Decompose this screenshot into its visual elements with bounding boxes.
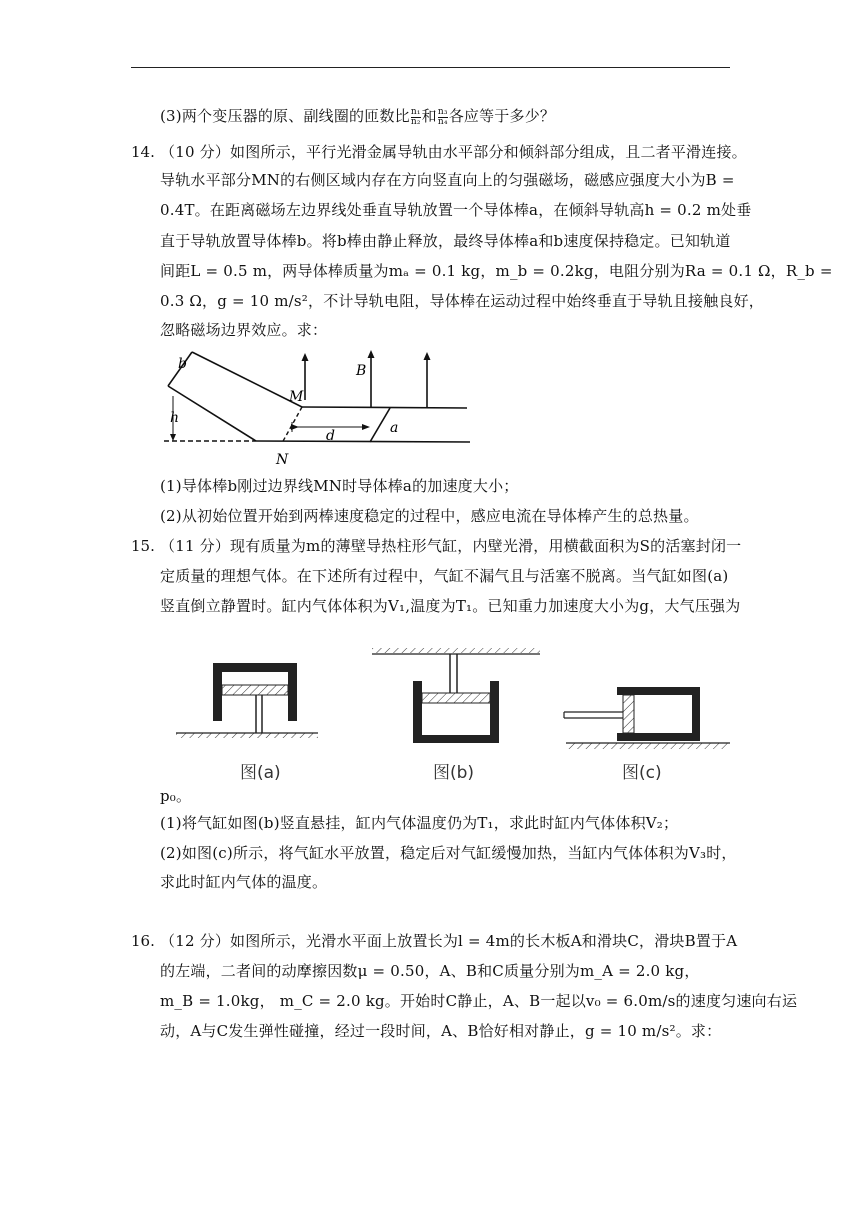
q15-line-1: （11 分）现有质量为m的薄壁导热柱形气缸，内壁光滑，用横截面积为S的活塞封闭一	[160, 537, 742, 555]
frac-numerator: n₁	[410, 106, 421, 117]
label-b: b	[178, 356, 187, 372]
q15-part-1: (1)将气缸如图(b)竖直悬挂，缸内气体温度仍为T₁，求此时缸内气体体积V₂；	[160, 814, 679, 832]
q15-line-3: 竖直倒立静置时。缸内气体体积为V₁,温度为T₁。已知重力加速度大小为g，大气压强为	[160, 597, 741, 615]
q14-line-4: 直于导轨放置导体棒b。将b棒由静止释放，最终导体棒a和b速度保持稳定。已知轨道	[160, 232, 731, 250]
label-M: M	[289, 389, 304, 405]
q16-line-2: 的左端，二者间的动摩擦因数μ = 0.50，A、B和C质量分别为m_A = 2.0 kg，	[160, 962, 700, 980]
label-N: N	[276, 452, 289, 468]
frac-numerator: n₃	[437, 106, 448, 117]
q14-line-7: 忽略磁场边界效应。求：	[160, 321, 328, 339]
q13-part3	[160, 106, 555, 127]
q13-part3-text-post: 各应等于多少？	[448, 107, 556, 125]
q14-rail-figure	[160, 350, 480, 470]
caption-figure-a: 图(a)	[240, 763, 281, 783]
q13-part3-text-pre: (3)两个变压器的原、副线圈的匝数比	[160, 107, 410, 125]
q15-part-2: (2)如图(c)所示，将气缸水平放置，稳定后对气缸缓慢加热，当缸内气体体积为V₃时，	[160, 844, 737, 862]
frac-denominator: n₄	[437, 116, 448, 127]
label-B: B	[356, 363, 367, 379]
q14-line-3: 0.4T。在距离磁场左边界线处垂直导轨放置一个导体棒a，在倾斜导轨高h = 0.2 m处垂	[160, 201, 752, 219]
ratio-n1-n2	[411, 108, 421, 127]
label-h: h	[170, 410, 180, 426]
q16-line-3: m_B = 1.0kg， m_C = 2.0 kg。开始时C静止，A、B一起以v₀ = 6.0m/s的速度匀速向右运	[160, 992, 798, 1010]
q15-number: 15.	[131, 537, 155, 555]
ratio-n3-n4	[438, 108, 448, 127]
q14-line-1: （10 分）如图所示，平行光滑金属导轨由水平部分和倾斜部分组成，且二者平滑连接。	[160, 143, 747, 161]
header-rule	[131, 67, 730, 68]
figure-c	[564, 687, 730, 749]
q14-number: 14.	[131, 143, 155, 161]
q15-part-2-cont: 求此时缸内气体的温度。	[160, 873, 328, 891]
q16-line-1: （12 分）如图所示，光滑水平面上放置长为l = 4m的长木板A和滑块C，滑块B置于A	[160, 932, 738, 950]
q14-part-2: (2)从初始位置开始到两棒速度稳定的过程中，感应电流在导体棒产生的总热量。	[160, 507, 699, 525]
figure-a	[176, 663, 318, 738]
q14-part-1: (1)导体棒b刚过边界线MN时导体棒a的加速度大小；	[160, 477, 519, 495]
caption-figure-c: 图(c)	[622, 763, 662, 783]
frac-denominator: n₂	[410, 116, 421, 127]
q16-number: 16.	[131, 932, 155, 950]
label-d: d	[326, 428, 335, 444]
label-a: a	[390, 420, 399, 436]
q14-line-2: 导轨水平部分MN的右侧区域内存在方向竖直向上的匀强磁场，磁感应强度大小为B =	[160, 171, 735, 189]
q15-after-figure: p₀。	[160, 787, 192, 805]
figure-b	[372, 648, 540, 743]
q14-line-6: 0.3 Ω，g = 10 m/s²，不计导轨电阻，导体棒在运动过程中始终垂直于导轨且接触良好，	[160, 292, 765, 310]
q16-line-4: 动，A与C发生弹性碰撞，经过一段时间，A、B恰好相对静止，g = 10 m/s²。求：	[160, 1022, 722, 1040]
caption-figure-b: 图(b)	[433, 763, 475, 783]
q15-line-2: 定质量的理想气体。在下述所有过程中，气缸不漏气且与活塞不脱离。当气缸如图(a)	[160, 567, 729, 585]
q13-part3-text-mid: 和	[421, 107, 437, 125]
q14-line-5: 间距L = 0.5 m，两导体棒质量为mₐ = 0.1 kg，m_b = 0.2kg，电阻分别为Ra = 0.1 Ω，R_b =	[160, 262, 833, 280]
